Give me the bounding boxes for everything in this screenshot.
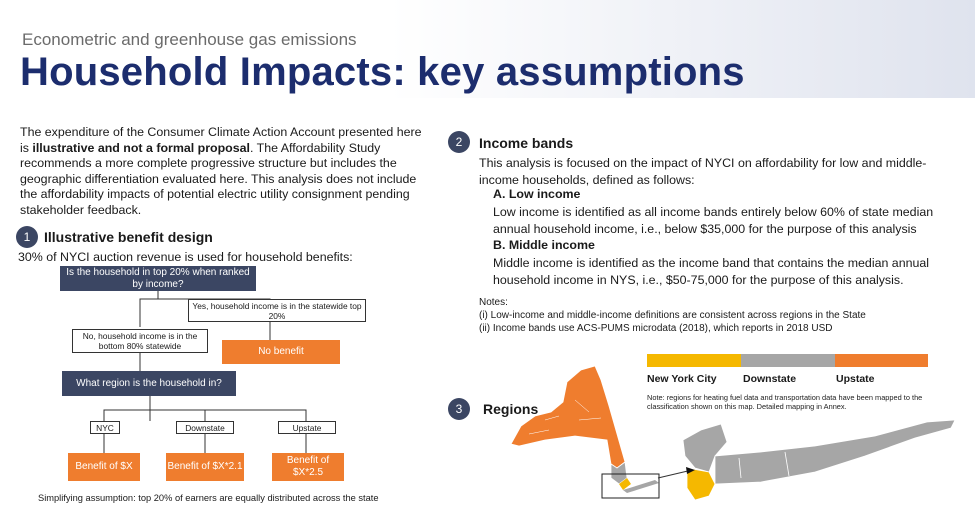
connector-nyc bbox=[104, 396, 150, 421]
section2-heading: Income bands bbox=[479, 135, 574, 151]
connector-no bbox=[140, 299, 158, 327]
middle-income-heading: B. Middle income bbox=[493, 238, 595, 252]
zoom-pointer-arrow bbox=[600, 430, 700, 490]
benefit-upstate-box: Benefit of $X*2.5 bbox=[272, 453, 344, 481]
note-item-1: (i) Low-income and middle-income definitions are consistent across regions in the State bbox=[479, 310, 866, 321]
region-label-upstate: Upstate bbox=[278, 421, 336, 434]
yes-label-box: Yes, household income is in the statewide top 20% bbox=[188, 299, 366, 322]
low-income-heading: A. Low income bbox=[493, 187, 581, 201]
section3-heading: Regions bbox=[483, 401, 539, 417]
section1-number-badge: 1 bbox=[16, 226, 38, 248]
benefit-downstate-box: Benefit of $X*2.1 bbox=[166, 453, 244, 481]
connector-downstate bbox=[150, 410, 205, 421]
legend-label-nyc: New York City bbox=[647, 373, 717, 385]
page-title: Household Impacts: key assumptions bbox=[20, 50, 745, 94]
question-region-box: What region is the household in? bbox=[62, 371, 236, 396]
zoom-long-island bbox=[715, 420, 955, 484]
legend-label-upstate: Upstate bbox=[836, 373, 875, 385]
no-label-box: No, household income is in the bottom 80% statewide bbox=[72, 329, 208, 353]
intro-bold-text: illustrative and not a formal proposal bbox=[32, 140, 250, 155]
notes-title: Notes: bbox=[479, 297, 508, 308]
legend-swatch-upstate bbox=[835, 354, 928, 367]
connector-upstate bbox=[205, 410, 306, 421]
page-subtitle: Econometric and greenhouse gas emissions bbox=[22, 30, 357, 49]
section2-lead: This analysis is focused on the impact of NYCI on affordability for low and middle-income households, defined as follows: bbox=[479, 156, 927, 187]
no-benefit-box: No benefit bbox=[222, 340, 340, 364]
regions-mapping-note: Note: regions for heating fuel data and transportation data have been mapped to the classification shown on this map. Detailed mapping in Annex. bbox=[647, 393, 923, 411]
section1-lead: 30% of NYCI auction revenue is used for household benefits: bbox=[18, 250, 353, 264]
section3-number-badge: 3 bbox=[448, 398, 470, 420]
benefit-nyc-box: Benefit of $X bbox=[68, 453, 140, 481]
note-item-2: (ii) Income bands use ACS-PUMS microdata (2018), which reports in 2018 USD bbox=[479, 323, 833, 334]
section1-heading: Illustrative benefit design bbox=[44, 229, 213, 245]
middle-income-text: Middle income is identified as the income band that contains the median annual household income in NYS, i.e., $50-75,000 for the purpose of this analysis. bbox=[493, 256, 930, 287]
simplifying-assumption-note: Simplifying assumption: top 20% of earners are equally distributed across the state bbox=[38, 493, 379, 503]
legend-label-downstate: Downstate bbox=[743, 373, 797, 385]
flowchart-connectors bbox=[0, 0, 440, 515]
question-top20-box: Is the household in top 20% when ranked by income? bbox=[60, 266, 256, 291]
section2-number-badge: 2 bbox=[448, 131, 470, 153]
low-income-text: Low income is identified as all income bands entirely below 60% of state median annual household income, i.e., below $35,000 for the purpose of this analysis bbox=[493, 205, 934, 236]
region-label-downstate: Downstate bbox=[176, 421, 234, 434]
intro-text-2: . The Affordability Study recommends a more complete progressive structure but includes the geographic differentiation evaluated here. This analysis does not include the affordability impacts of potential electric utility consignment pending stakeholder feedback. bbox=[20, 140, 417, 217]
region-label-nyc: NYC bbox=[90, 421, 120, 434]
intro-text-1: The expenditure of the Consumer Climate Action Account presented here is bbox=[20, 125, 422, 155]
downstate-zoom-map bbox=[665, 412, 973, 515]
legend-swatch-downstate bbox=[741, 354, 835, 367]
